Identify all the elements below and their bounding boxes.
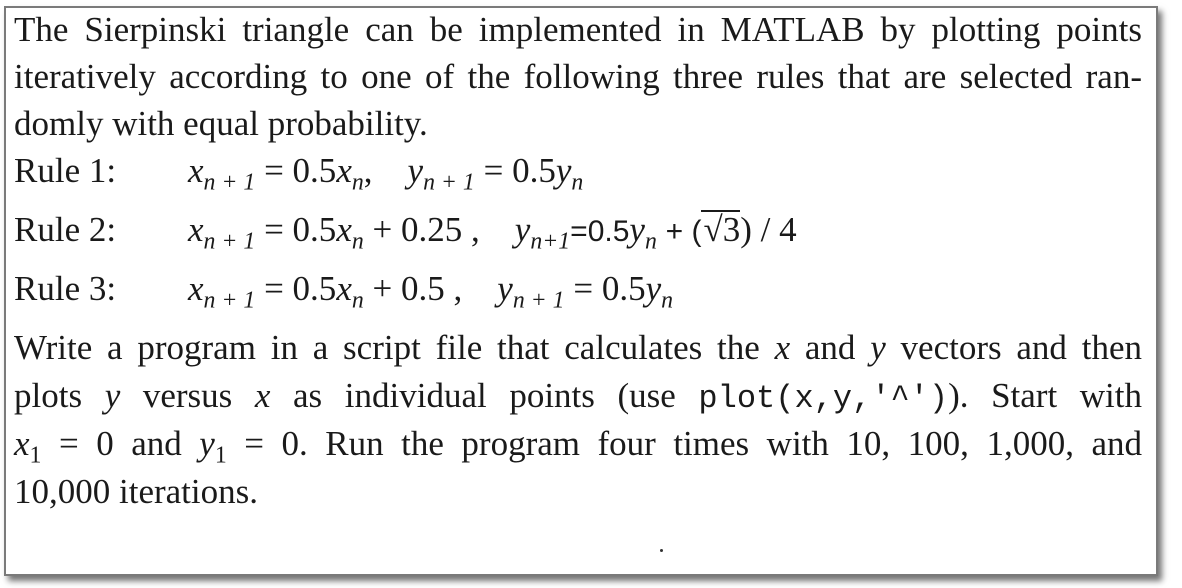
p2-l2-x: x — [254, 376, 271, 415]
rule-1-y-equals: = 0.5 — [474, 151, 556, 190]
p2-l2-c: as individual points (use — [270, 376, 699, 415]
rule-3-y-equals: = 0.5 — [564, 269, 646, 308]
p2-l3-x-subscript: 1 — [29, 442, 42, 469]
p2-l3-x: x — [14, 424, 30, 463]
rule-1-x-var: x — [336, 151, 352, 190]
rule-2-equation — [188, 210, 797, 255]
rule-1-x-lhs: x — [188, 151, 204, 190]
p2-l3-y-subscript: 1 — [214, 442, 227, 469]
rule-2-x-subscript: n + 1 — [203, 228, 256, 255]
rule-3-x-rest: + 0.5 , — [363, 269, 463, 308]
p2-l1-a: Write a program in a script file that calculates the — [14, 328, 775, 367]
p2-l2-b: versus — [120, 376, 255, 415]
paragraph-line-2: iteratively according to one of the following three rules that are selected ran- — [14, 57, 1142, 96]
rule-2-y-lhs: y — [514, 210, 531, 249]
p2-l3-y: y — [199, 424, 215, 463]
rule-1-x-equals: = 0.5 — [255, 151, 337, 190]
rule-2-y-rest-a: + ( — [665, 215, 702, 248]
paragraph2-line-1 — [14, 328, 1142, 368]
rule-3-x-subscript: n + 1 — [203, 287, 256, 314]
rule-3-y-subscript: n + 1 — [512, 287, 565, 314]
rule-1-equation — [188, 151, 584, 196]
rule-2-x-equals: = 0.5 — [255, 210, 337, 249]
rule-3-equation — [188, 269, 674, 314]
rule-2-sqrt-value: 3 — [722, 210, 741, 249]
rule-1-x-var-subscript: n — [351, 169, 364, 196]
paragraph-line-3: domly with equal probability. — [14, 104, 428, 143]
paragraph-line-1: The Sierpinski triangle can be implemented in MATLAB by plotting points — [14, 10, 1142, 49]
rule-2-y-equals: =0.5 — [570, 215, 630, 248]
rule-1-y-var: y — [555, 151, 572, 190]
rule-2-x-lhs: x — [188, 210, 204, 249]
p2-l1-b: and — [790, 328, 871, 367]
rule-1-y-subscript: n + 1 — [423, 169, 475, 196]
rule-3-label: Rule 3: — [14, 269, 117, 308]
rule-2-y-var-subscript: n — [644, 228, 657, 255]
stray-dot — [660, 549, 663, 552]
rule-3-x-var-subscript: n — [351, 287, 364, 314]
rule-1-y-var-subscript: n — [571, 169, 584, 196]
p2-l2-a: plots — [14, 376, 105, 415]
p2-l2-d: ). Start with — [948, 376, 1143, 415]
rule-3-x-equals: = 0.5 — [255, 269, 337, 308]
rule-2-label: Rule 2: — [14, 210, 117, 249]
p2-l1-y: y — [870, 328, 886, 367]
rule-3-y-var-subscript: n — [661, 287, 674, 314]
rule-3-x-var: x — [336, 269, 352, 308]
rule-2-x-var: x — [336, 210, 352, 249]
rule-1-y-lhs: y — [407, 151, 424, 190]
sqrt-symbol: √3 — [703, 210, 741, 249]
rule-3-x-lhs: x — [188, 269, 204, 308]
paragraph2-line-4: 10,000 iterations. — [14, 472, 258, 511]
plot-code-snippet: plot(x,y,'^') — [698, 380, 949, 417]
rule-2-y-var: y — [629, 210, 645, 249]
p2-l2-y: y — [104, 376, 121, 415]
rule-2-y-rest-b: ) / 4 — [740, 210, 797, 249]
rule-1-x-subscript: n + 1 — [203, 169, 256, 196]
paragraph2-line-2 — [14, 376, 1142, 417]
rule-1-label: Rule 1: — [14, 151, 117, 190]
rule-1-x-rest: , — [363, 151, 373, 190]
rule-2-x-rest: + 0.25 , — [363, 210, 480, 249]
paragraph2-line-3 — [14, 424, 1142, 469]
p2-l1-x: x — [774, 328, 791, 367]
p2-l1-c: vectors and then — [885, 328, 1142, 367]
p2-l3-b: = 0. Run the program four times with 10, 100, 1,000, and — [226, 424, 1142, 463]
rule-3-y-lhs: y — [497, 269, 513, 308]
rule-3-y-var: y — [645, 269, 662, 308]
p2-l3-a: = 0 and — [41, 424, 200, 463]
rule-2-y-subscript: n+1 — [530, 228, 571, 255]
rule-2-x-var-subscript: n — [351, 228, 364, 255]
problem-text-box — [4, 6, 1158, 576]
